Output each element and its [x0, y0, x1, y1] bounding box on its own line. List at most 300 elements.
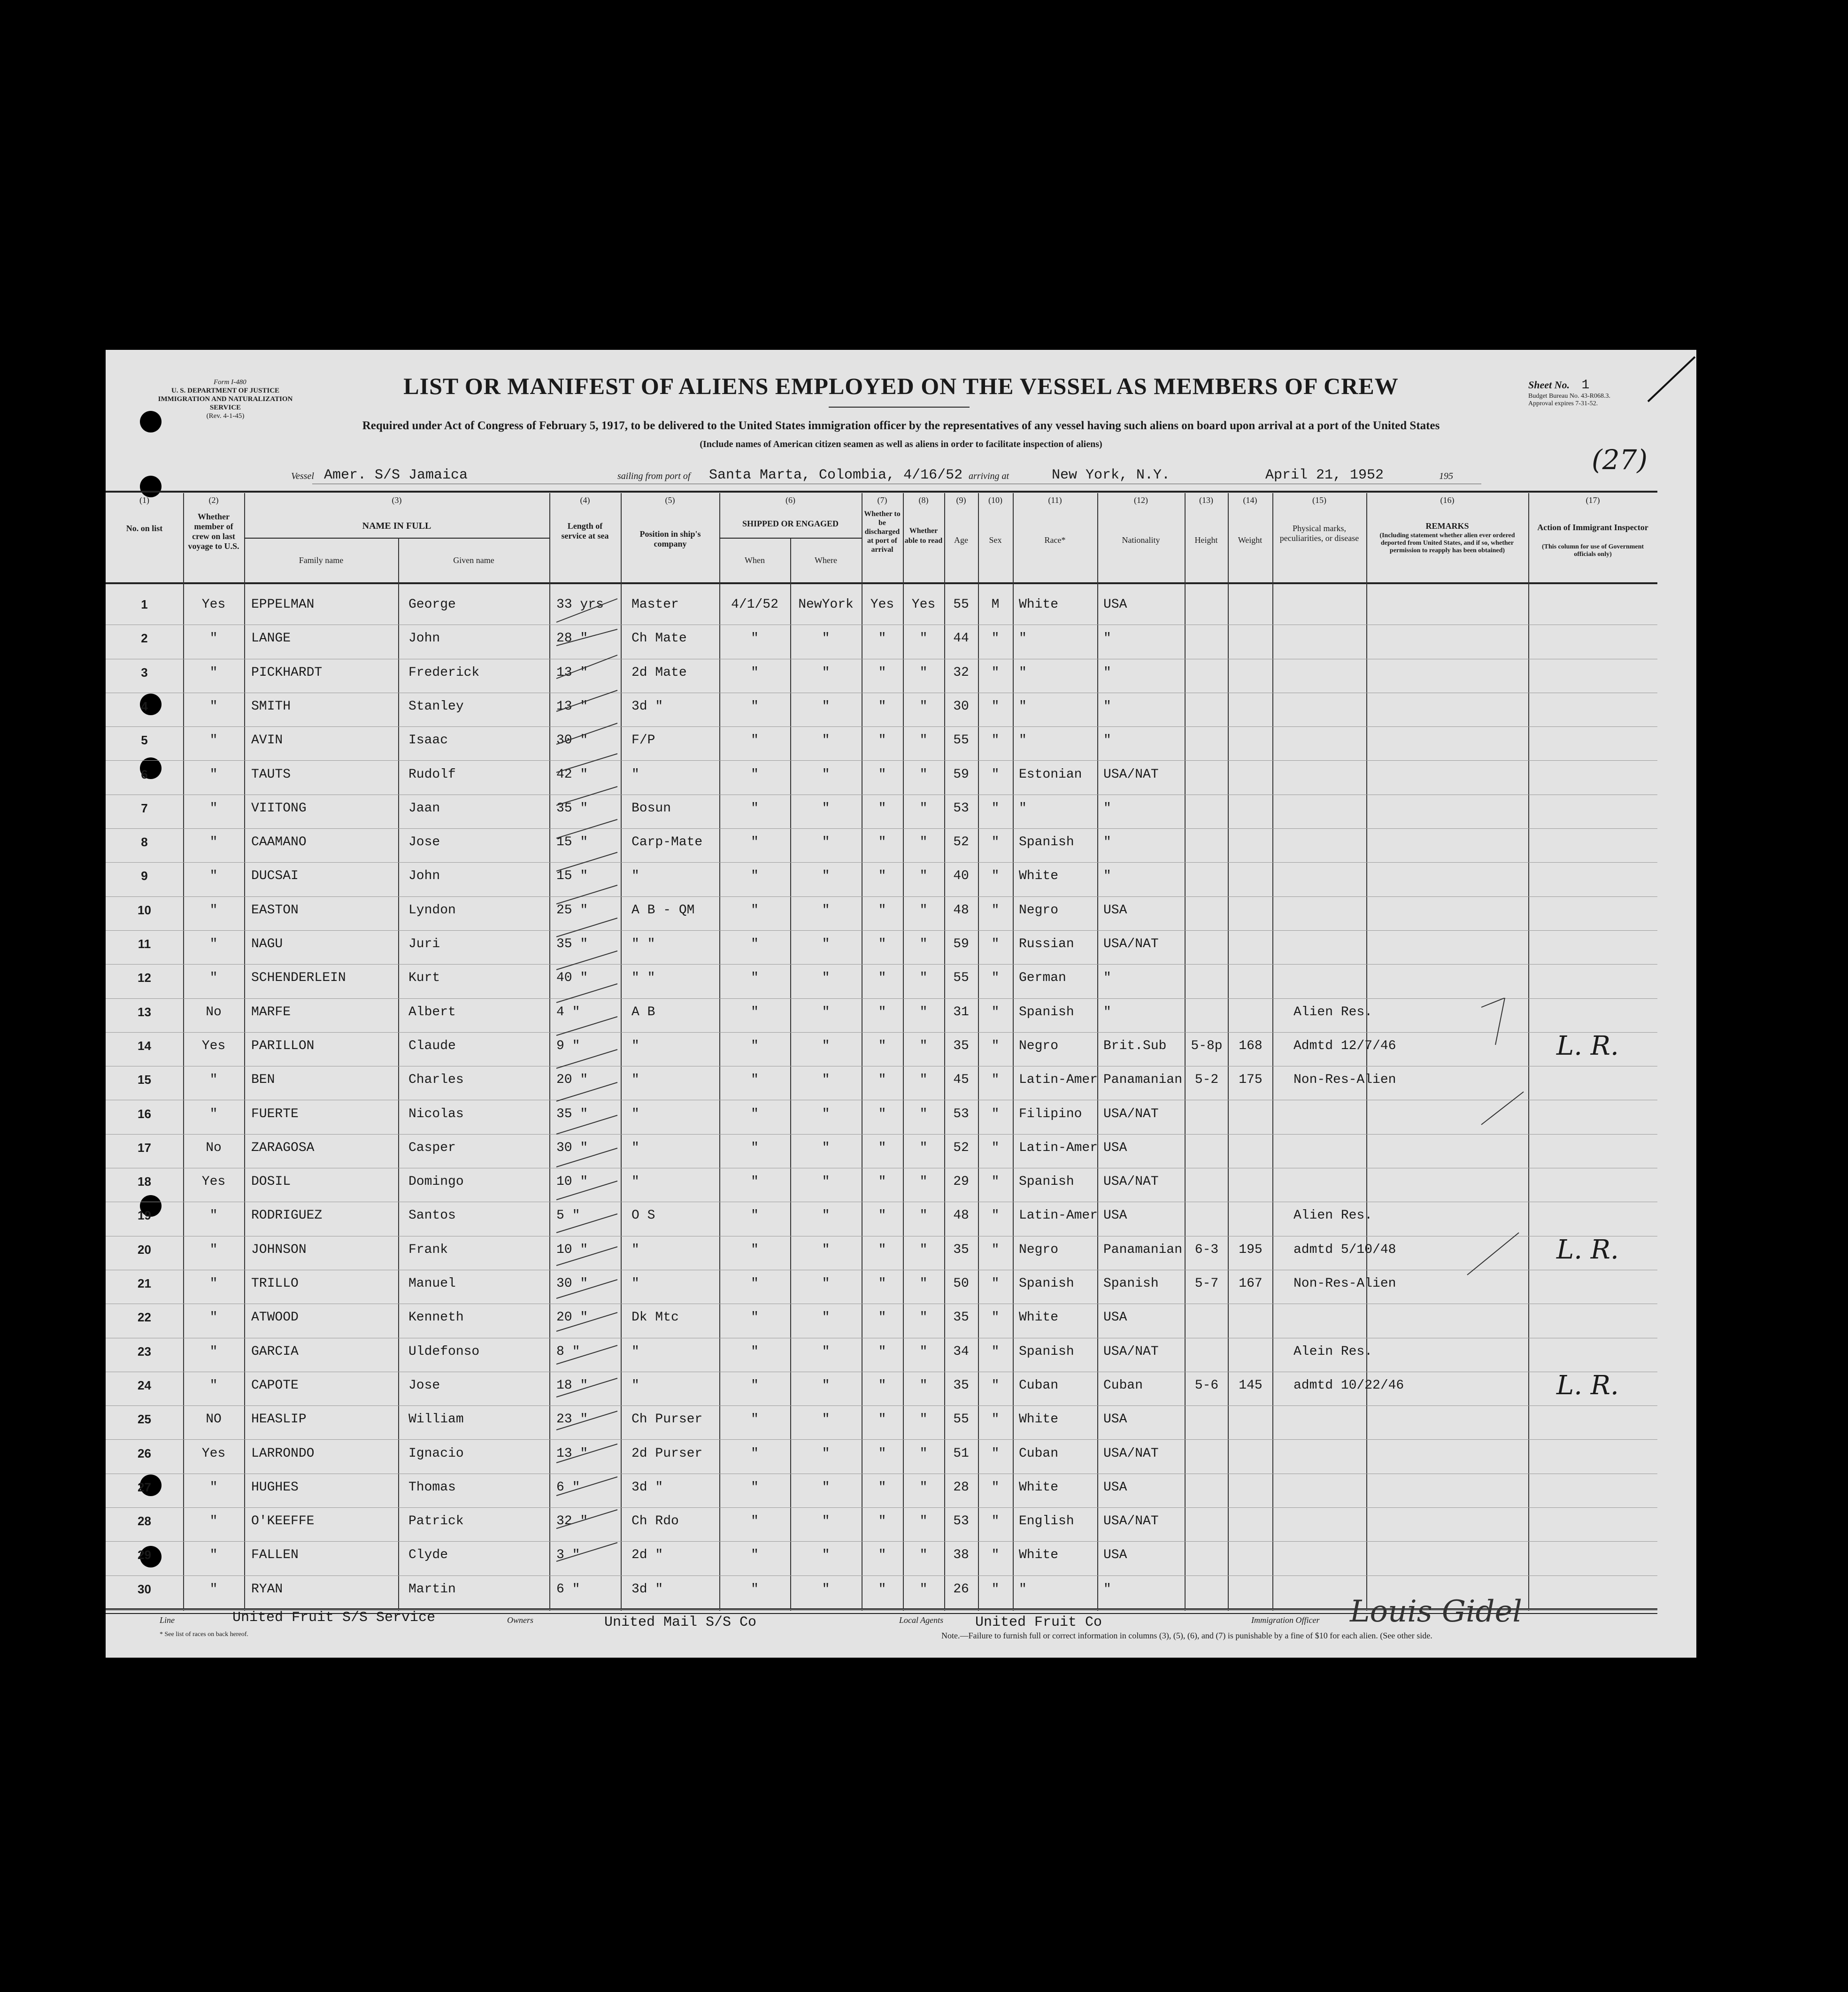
shipped-when-cell: " — [751, 1140, 759, 1155]
discharged-cell: " — [878, 1514, 886, 1529]
shipped-where-cell: " — [822, 1073, 830, 1088]
age-cell: 35 — [953, 1242, 969, 1257]
length-of-service-cell: 5 " — [556, 1208, 580, 1223]
row-number-cell: 28 — [138, 1514, 151, 1529]
last-voyage-cell: " — [209, 801, 218, 816]
nationality-cell: " — [1103, 665, 1111, 680]
sex-cell: " — [991, 1276, 1000, 1291]
row-number-cell: 30 — [138, 1582, 151, 1596]
shipped-where-cell: " — [822, 733, 830, 748]
row-number-cell: 12 — [138, 971, 151, 985]
age-cell: 59 — [953, 937, 969, 951]
race-cell: " — [1019, 665, 1027, 680]
row-rule — [106, 726, 1657, 727]
discharged-cell: " — [878, 1038, 886, 1053]
family-name-cell: DUCSAI — [251, 869, 299, 884]
able-to-read-cell: " — [919, 631, 928, 646]
length-of-service-cell: 8 " — [556, 1344, 580, 1359]
position-cell: " " — [631, 971, 655, 986]
family-name-cell: CAPOTE — [251, 1378, 299, 1393]
sex-cell: " — [991, 631, 1000, 646]
position-cell: Bosun — [631, 801, 671, 816]
row-rule — [106, 1575, 1657, 1576]
col-header-discharged: Whether to be discharged at port of arrival — [864, 510, 901, 554]
sex-cell: " — [991, 1582, 1000, 1597]
row-number-cell: 26 — [138, 1446, 151, 1460]
given-name-cell: Lyndon — [408, 903, 456, 918]
sex-cell: " — [991, 1140, 1000, 1155]
row-rule — [106, 828, 1657, 829]
nationality-cell: " — [1103, 699, 1111, 714]
last-voyage-cell: Yes — [201, 1038, 226, 1053]
col-header-when: When — [745, 556, 765, 565]
shipped-when-cell: " — [751, 971, 759, 986]
able-to-read-cell: " — [919, 1038, 928, 1053]
shipped-where-cell: NewYork — [798, 597, 854, 612]
sex-cell: " — [991, 869, 1000, 884]
row-number-cell: 15 — [138, 1073, 151, 1087]
last-voyage-cell: Yes — [201, 1174, 226, 1189]
row-number-cell: 9 — [141, 869, 148, 883]
shipped-where-cell: " — [822, 937, 830, 951]
table-row — [106, 1542, 1657, 1576]
given-name-cell: Kenneth — [408, 1310, 464, 1325]
departure-port: Santa Marta, Colombia, 4/16/52 — [709, 467, 963, 483]
row-rule — [106, 964, 1657, 965]
able-to-read-cell: " — [919, 699, 928, 714]
agents-label: Local Agents — [899, 1615, 944, 1625]
shipped-when-cell: " — [751, 1514, 759, 1529]
given-name-cell: Jaan — [408, 801, 440, 816]
position-cell: " — [631, 1344, 639, 1359]
shipped-when-cell: " — [751, 835, 759, 850]
sheet-label: Sheet No. — [1528, 379, 1570, 391]
shipped-when-cell: " — [751, 937, 759, 951]
nationality-cell: USA — [1103, 1480, 1127, 1495]
family-name-cell: HEASLIP — [251, 1412, 307, 1427]
discharged-cell: " — [878, 1140, 886, 1155]
discharged-cell: " — [878, 1310, 886, 1325]
discharged-cell: " — [878, 1276, 886, 1291]
nationality-cell: " — [1103, 631, 1111, 646]
nationality-cell: Brit.Sub — [1103, 1038, 1167, 1053]
able-to-read-cell: " — [919, 1582, 928, 1597]
discharged-cell: " — [878, 1378, 886, 1393]
length-of-service-cell: 15 " — [556, 835, 588, 850]
length-of-service-cell: 32 " — [556, 1514, 588, 1529]
table-row — [106, 897, 1657, 931]
age-cell: 55 — [953, 733, 969, 748]
length-of-service-cell: 20 " — [556, 1073, 588, 1088]
row-number-cell: 7 — [141, 801, 148, 815]
col-header-name: NAME IN FULL — [362, 521, 431, 531]
service-column-pen-marks — [552, 585, 622, 1608]
able-to-read-cell: " — [919, 665, 928, 680]
given-name-cell: Charles — [408, 1073, 464, 1088]
sex-cell: " — [991, 1310, 1000, 1325]
able-to-read-cell: Yes — [911, 597, 936, 612]
position-cell: 3d " — [631, 1582, 663, 1597]
length-of-service-cell: 33 yrs — [556, 597, 604, 612]
col-num-3: (3) — [392, 495, 402, 505]
family-name-cell: DOSIL — [251, 1174, 291, 1189]
row-rule — [106, 1439, 1657, 1440]
vessel-name: Amer. S/S Jamaica — [324, 467, 468, 483]
length-of-service-cell: 30 " — [556, 1276, 588, 1291]
age-cell: 53 — [953, 1514, 969, 1529]
given-name-cell: Stanley — [408, 699, 464, 714]
last-voyage-cell: " — [209, 1344, 218, 1359]
handwritten-page-number: (27) — [1592, 444, 1648, 476]
race-cell: " — [1019, 631, 1027, 646]
race-cell: Cuban — [1019, 1378, 1059, 1393]
inspector-action-cell: L. R. — [1556, 1030, 1619, 1061]
position-cell: " — [631, 1276, 639, 1291]
remarks-cell: admtd 5/10/48 — [1294, 1242, 1396, 1257]
family-name-cell: CAAMANO — [251, 835, 307, 850]
row-number-cell: 4 — [141, 699, 148, 713]
given-name-cell: Frederick — [408, 665, 480, 680]
nationality-cell: " — [1103, 1004, 1111, 1019]
position-cell: " — [631, 1242, 639, 1257]
remarks-cell: Alien Res. — [1294, 1208, 1373, 1223]
length-of-service-cell: 13 " — [556, 1446, 588, 1461]
position-cell: 2d Purser — [631, 1446, 703, 1461]
sex-cell: " — [991, 1514, 1000, 1529]
inspector-action-cell: L. R. — [1556, 1234, 1619, 1265]
age-cell: 29 — [953, 1174, 969, 1189]
race-cell: Negro — [1019, 1242, 1059, 1257]
voyage-line — [106, 467, 1696, 486]
length-of-service-cell: 35 " — [556, 1106, 588, 1121]
header-bottom-border — [106, 582, 1657, 584]
nationality-cell: USA — [1103, 1548, 1127, 1563]
family-name-cell: MARFE — [251, 1004, 291, 1019]
discharged-cell: " — [878, 1548, 886, 1563]
position-cell: " — [631, 1073, 639, 1088]
sex-cell: " — [991, 1073, 1000, 1088]
officer-signature: Louis Gidel — [1350, 1594, 1522, 1629]
col-num-13: (13) — [1199, 495, 1213, 505]
table-row — [106, 965, 1657, 999]
family-name-cell: SCHENDERLEIN — [251, 971, 346, 986]
nationality-cell: USA — [1103, 1412, 1127, 1427]
row-number-cell: 13 — [138, 1004, 151, 1019]
last-voyage-cell: " — [209, 1073, 218, 1088]
position-cell: Master — [631, 597, 679, 612]
agents-value: United Fruit Co — [975, 1614, 1102, 1630]
row-number-cell: 8 — [141, 835, 148, 849]
col-header-weight: Weight — [1238, 535, 1263, 545]
shipped-when-cell: " — [751, 1004, 759, 1019]
discharged-cell: " — [878, 1174, 886, 1189]
weight-cell: 168 — [1239, 1038, 1263, 1053]
shipped-where-cell: " — [822, 1582, 830, 1597]
family-name-cell: PICKHARDT — [251, 665, 323, 680]
length-of-service-cell: 4 " — [556, 1004, 580, 1019]
row-number-cell: 27 — [138, 1480, 151, 1494]
family-name-cell: EASTON — [251, 903, 299, 918]
discharged-cell: " — [878, 971, 886, 986]
position-cell: " — [631, 767, 639, 782]
discharged-cell: " — [878, 1004, 886, 1019]
table-row — [106, 762, 1657, 795]
shipped-when-cell: " — [751, 1038, 759, 1053]
family-name-cell: FUERTE — [251, 1106, 299, 1121]
last-voyage-cell: " — [209, 1208, 218, 1223]
remarks-cell: Alien Res. — [1294, 1004, 1373, 1019]
table-row — [106, 1441, 1657, 1475]
length-of-service-cell: 35 " — [556, 937, 588, 951]
row-number-cell: 16 — [138, 1106, 151, 1121]
race-cell: White — [1019, 1310, 1059, 1325]
given-name-cell: Domingo — [408, 1174, 464, 1189]
nationality-cell: " — [1103, 1582, 1111, 1597]
given-name-cell: Jose — [408, 1378, 440, 1393]
position-cell: 2d Mate — [631, 665, 687, 680]
shipped-when-cell: " — [751, 699, 759, 714]
shipped-when-cell: " — [751, 1582, 759, 1597]
last-voyage-cell: " — [209, 971, 218, 986]
given-name-cell: John — [408, 869, 440, 884]
col-header-nationality: Nationality — [1122, 535, 1160, 545]
sex-cell: " — [991, 835, 1000, 850]
shipped-when-cell: " — [751, 903, 759, 918]
race-cell: " — [1019, 801, 1027, 816]
last-voyage-cell: NO — [206, 1412, 222, 1427]
last-voyage-cell: Yes — [201, 597, 226, 612]
col-header-read: Whether able to read — [904, 527, 943, 545]
sex-cell: " — [991, 665, 1000, 680]
nationality-cell: USA — [1103, 597, 1127, 612]
shipped-where-cell: " — [822, 1344, 830, 1359]
last-voyage-cell: No — [206, 1140, 222, 1155]
shipped-when-cell: " — [751, 1106, 759, 1121]
remarks-cell: Non-Res-Alien — [1294, 1073, 1396, 1088]
col-num-2: (2) — [208, 495, 219, 505]
sex-cell: " — [991, 733, 1000, 748]
approval-expiry: Approval expires 7-31-52. — [1528, 400, 1598, 407]
col-header-family-name: Family name — [299, 556, 344, 565]
race-cell: Russian — [1019, 937, 1074, 951]
discharged-cell: " — [878, 1412, 886, 1427]
able-to-read-cell: " — [919, 971, 928, 986]
col-num-6: (6) — [785, 495, 795, 505]
last-voyage-cell: No — [206, 1004, 222, 1019]
penalty-note: Note.—Failure to furnish full or correct information in columns (3), (5), (6), and (7) is punishable by a fine of $10 for each alien. (See other side. — [941, 1631, 1432, 1640]
table-row — [106, 863, 1657, 897]
given-name-cell: Claude — [408, 1038, 456, 1053]
able-to-read-cell: " — [919, 1073, 928, 1088]
col-num-11: (11) — [1048, 495, 1062, 505]
sex-cell: " — [991, 1548, 1000, 1563]
row-number-cell: 6 — [141, 767, 148, 781]
family-name-cell: RYAN — [251, 1582, 283, 1597]
given-name-cell: John — [408, 631, 440, 646]
table-row — [106, 829, 1657, 863]
row-number-cell: 25 — [138, 1412, 151, 1427]
family-name-cell: RODRIGUEZ — [251, 1208, 323, 1223]
shipped-when-cell: " — [751, 801, 759, 816]
position-cell: A B - QM — [631, 903, 695, 918]
able-to-read-cell: " — [919, 937, 928, 951]
position-cell: " — [631, 1106, 639, 1121]
line-value: United Fruit S/S Service — [232, 1610, 436, 1626]
col-header-action-note: (This column for use of Government officials only) — [1541, 543, 1644, 558]
race-cell: Filipino — [1019, 1106, 1082, 1121]
family-name-cell: JOHNSON — [251, 1242, 307, 1257]
last-voyage-cell: Yes — [201, 1446, 226, 1461]
row-rule — [106, 930, 1657, 931]
age-cell: 35 — [953, 1038, 969, 1053]
family-name-cell: TAUTS — [251, 767, 291, 782]
position-cell: Dk Mtc — [631, 1310, 679, 1325]
able-to-read-cell: " — [919, 1174, 928, 1189]
table-row — [106, 727, 1657, 761]
race-cell: White — [1019, 869, 1059, 884]
given-name-cell: Casper — [408, 1140, 456, 1155]
shipped-when-cell: " — [751, 767, 759, 782]
shipped-when-cell: " — [751, 631, 759, 646]
race-cell: " — [1019, 1582, 1027, 1597]
discharged-cell: " — [878, 1446, 886, 1461]
able-to-read-cell: " — [919, 835, 928, 850]
able-to-read-cell: " — [919, 869, 928, 884]
nationality-cell: USA — [1103, 1208, 1127, 1223]
shipped-when-cell: " — [751, 733, 759, 748]
able-to-read-cell: " — [919, 1242, 928, 1257]
sex-cell: " — [991, 1208, 1000, 1223]
length-of-service-cell: 20 " — [556, 1310, 588, 1325]
able-to-read-cell: " — [919, 903, 928, 918]
length-of-service-cell: 23 " — [556, 1412, 588, 1427]
able-to-read-cell: " — [919, 1412, 928, 1427]
shipped-when-cell: " — [751, 1310, 759, 1325]
length-of-service-cell: 18 " — [556, 1378, 588, 1393]
page-title: LIST OR MANIFEST OF ALIENS EMPLOYED ON THE VESSEL AS MEMBERS OF CREW — [403, 373, 1399, 399]
position-cell: " — [631, 869, 639, 884]
shipped-where-cell: " — [822, 1242, 830, 1257]
nationality-cell: " — [1103, 835, 1111, 850]
race-cell: Latin-Amer — [1019, 1073, 1098, 1088]
shipped-where-cell: " — [822, 767, 830, 782]
given-name-cell: Martin — [408, 1582, 456, 1597]
race-cell: White — [1019, 1548, 1059, 1563]
age-cell: 31 — [953, 1004, 969, 1019]
table-row — [106, 1406, 1657, 1440]
discharged-cell: " — [878, 1344, 886, 1359]
col-num-15: (15) — [1312, 495, 1326, 505]
sex-cell: " — [991, 1446, 1000, 1461]
corner-pen-mark — [1646, 355, 1697, 406]
family-name-cell: NAGU — [251, 937, 283, 951]
discharged-cell: " — [878, 1106, 886, 1121]
col-header-length-service: Length of service at sea — [561, 521, 609, 540]
last-voyage-cell: " — [209, 1106, 218, 1121]
position-cell: F/P — [631, 733, 655, 748]
race-cell: " — [1019, 699, 1027, 714]
col-header-age: Age — [954, 535, 968, 545]
age-cell: 30 — [953, 699, 969, 714]
table-row — [106, 592, 1657, 625]
age-cell: 55 — [953, 1412, 969, 1427]
length-of-service-cell: 35 " — [556, 801, 588, 816]
length-of-service-cell: 10 " — [556, 1242, 588, 1257]
able-to-read-cell: " — [919, 1004, 928, 1019]
col-header-position: Position in ship's company — [639, 529, 701, 548]
last-voyage-cell: " — [209, 1310, 218, 1325]
weight-cell: 167 — [1239, 1276, 1263, 1291]
position-cell: " — [631, 1174, 639, 1189]
length-of-service-cell: 3 " — [556, 1548, 580, 1563]
family-name-cell: FALLEN — [251, 1548, 299, 1563]
discharged-cell: " — [878, 801, 886, 816]
age-cell: 45 — [953, 1073, 969, 1088]
shipped-where-cell: " — [822, 665, 830, 680]
table-row — [106, 694, 1657, 727]
height-cell: 5-6 — [1194, 1378, 1219, 1393]
age-cell: 48 — [953, 903, 969, 918]
race-cell: Spanish — [1019, 1276, 1074, 1291]
last-voyage-cell: " — [209, 1514, 218, 1529]
shipped-where-cell: " — [822, 1004, 830, 1019]
shipped-when-cell: " — [751, 1412, 759, 1427]
vessel-label: Vessel — [291, 471, 314, 481]
shipped-when-cell: " — [751, 1378, 759, 1393]
last-voyage-cell: " — [209, 835, 218, 850]
manifest-sheet — [106, 350, 1696, 1658]
discharged-cell: Yes — [870, 597, 894, 612]
col-header-race: Race* — [1044, 535, 1066, 545]
sex-cell: " — [991, 699, 1000, 714]
discharged-cell: " — [878, 869, 886, 884]
col-num-14: (14) — [1243, 495, 1257, 505]
shipped-where-cell: " — [822, 1548, 830, 1563]
discharged-cell: " — [878, 1208, 886, 1223]
length-of-service-cell: 13 " — [556, 665, 588, 680]
sex-cell: " — [991, 1004, 1000, 1019]
last-voyage-cell: " — [209, 1378, 218, 1393]
shipped-when-cell: " — [751, 1548, 759, 1563]
budget-number: Budget Bureau No. 43-R068.3. — [1528, 393, 1610, 400]
last-voyage-cell: " — [209, 1276, 218, 1291]
shipped-where-cell: " — [822, 1480, 830, 1495]
col-header-action: Action of Immigrant Inspector — [1537, 523, 1648, 532]
length-of-service-cell: 25 " — [556, 903, 588, 918]
shipped-when-cell: " — [751, 1242, 759, 1257]
length-of-service-cell: 40 " — [556, 971, 588, 986]
remarks-check-marks — [1411, 998, 1528, 1308]
nationality-cell: Panamanian — [1103, 1242, 1183, 1257]
subtitle: Required under Act of Congress of February 5, 1917, to be delivered to the United States immigration officer by the representatives of any vessel having such aliens on board upon arrival at a port of the United States — [362, 419, 1440, 432]
position-cell: Carp-Mate — [631, 835, 703, 850]
race-cell: German — [1019, 971, 1066, 986]
col-header-no: No. on list — [126, 524, 163, 533]
row-number-cell: 20 — [138, 1242, 151, 1257]
row-rule — [106, 862, 1657, 863]
family-name-cell: O'KEEFFE — [251, 1514, 315, 1529]
family-name-cell: VIITONG — [251, 801, 307, 816]
able-to-read-cell: " — [919, 1378, 928, 1393]
title-underline — [829, 407, 970, 408]
family-name-cell: SMITH — [251, 699, 291, 714]
length-of-service-cell: 10 " — [556, 1174, 588, 1189]
row-number-cell: 3 — [141, 665, 148, 679]
height-cell: 6-3 — [1194, 1242, 1219, 1257]
nationality-cell: USA/NAT — [1103, 1344, 1159, 1359]
length-of-service-cell: 15 " — [556, 869, 588, 884]
row-rule — [106, 896, 1657, 897]
